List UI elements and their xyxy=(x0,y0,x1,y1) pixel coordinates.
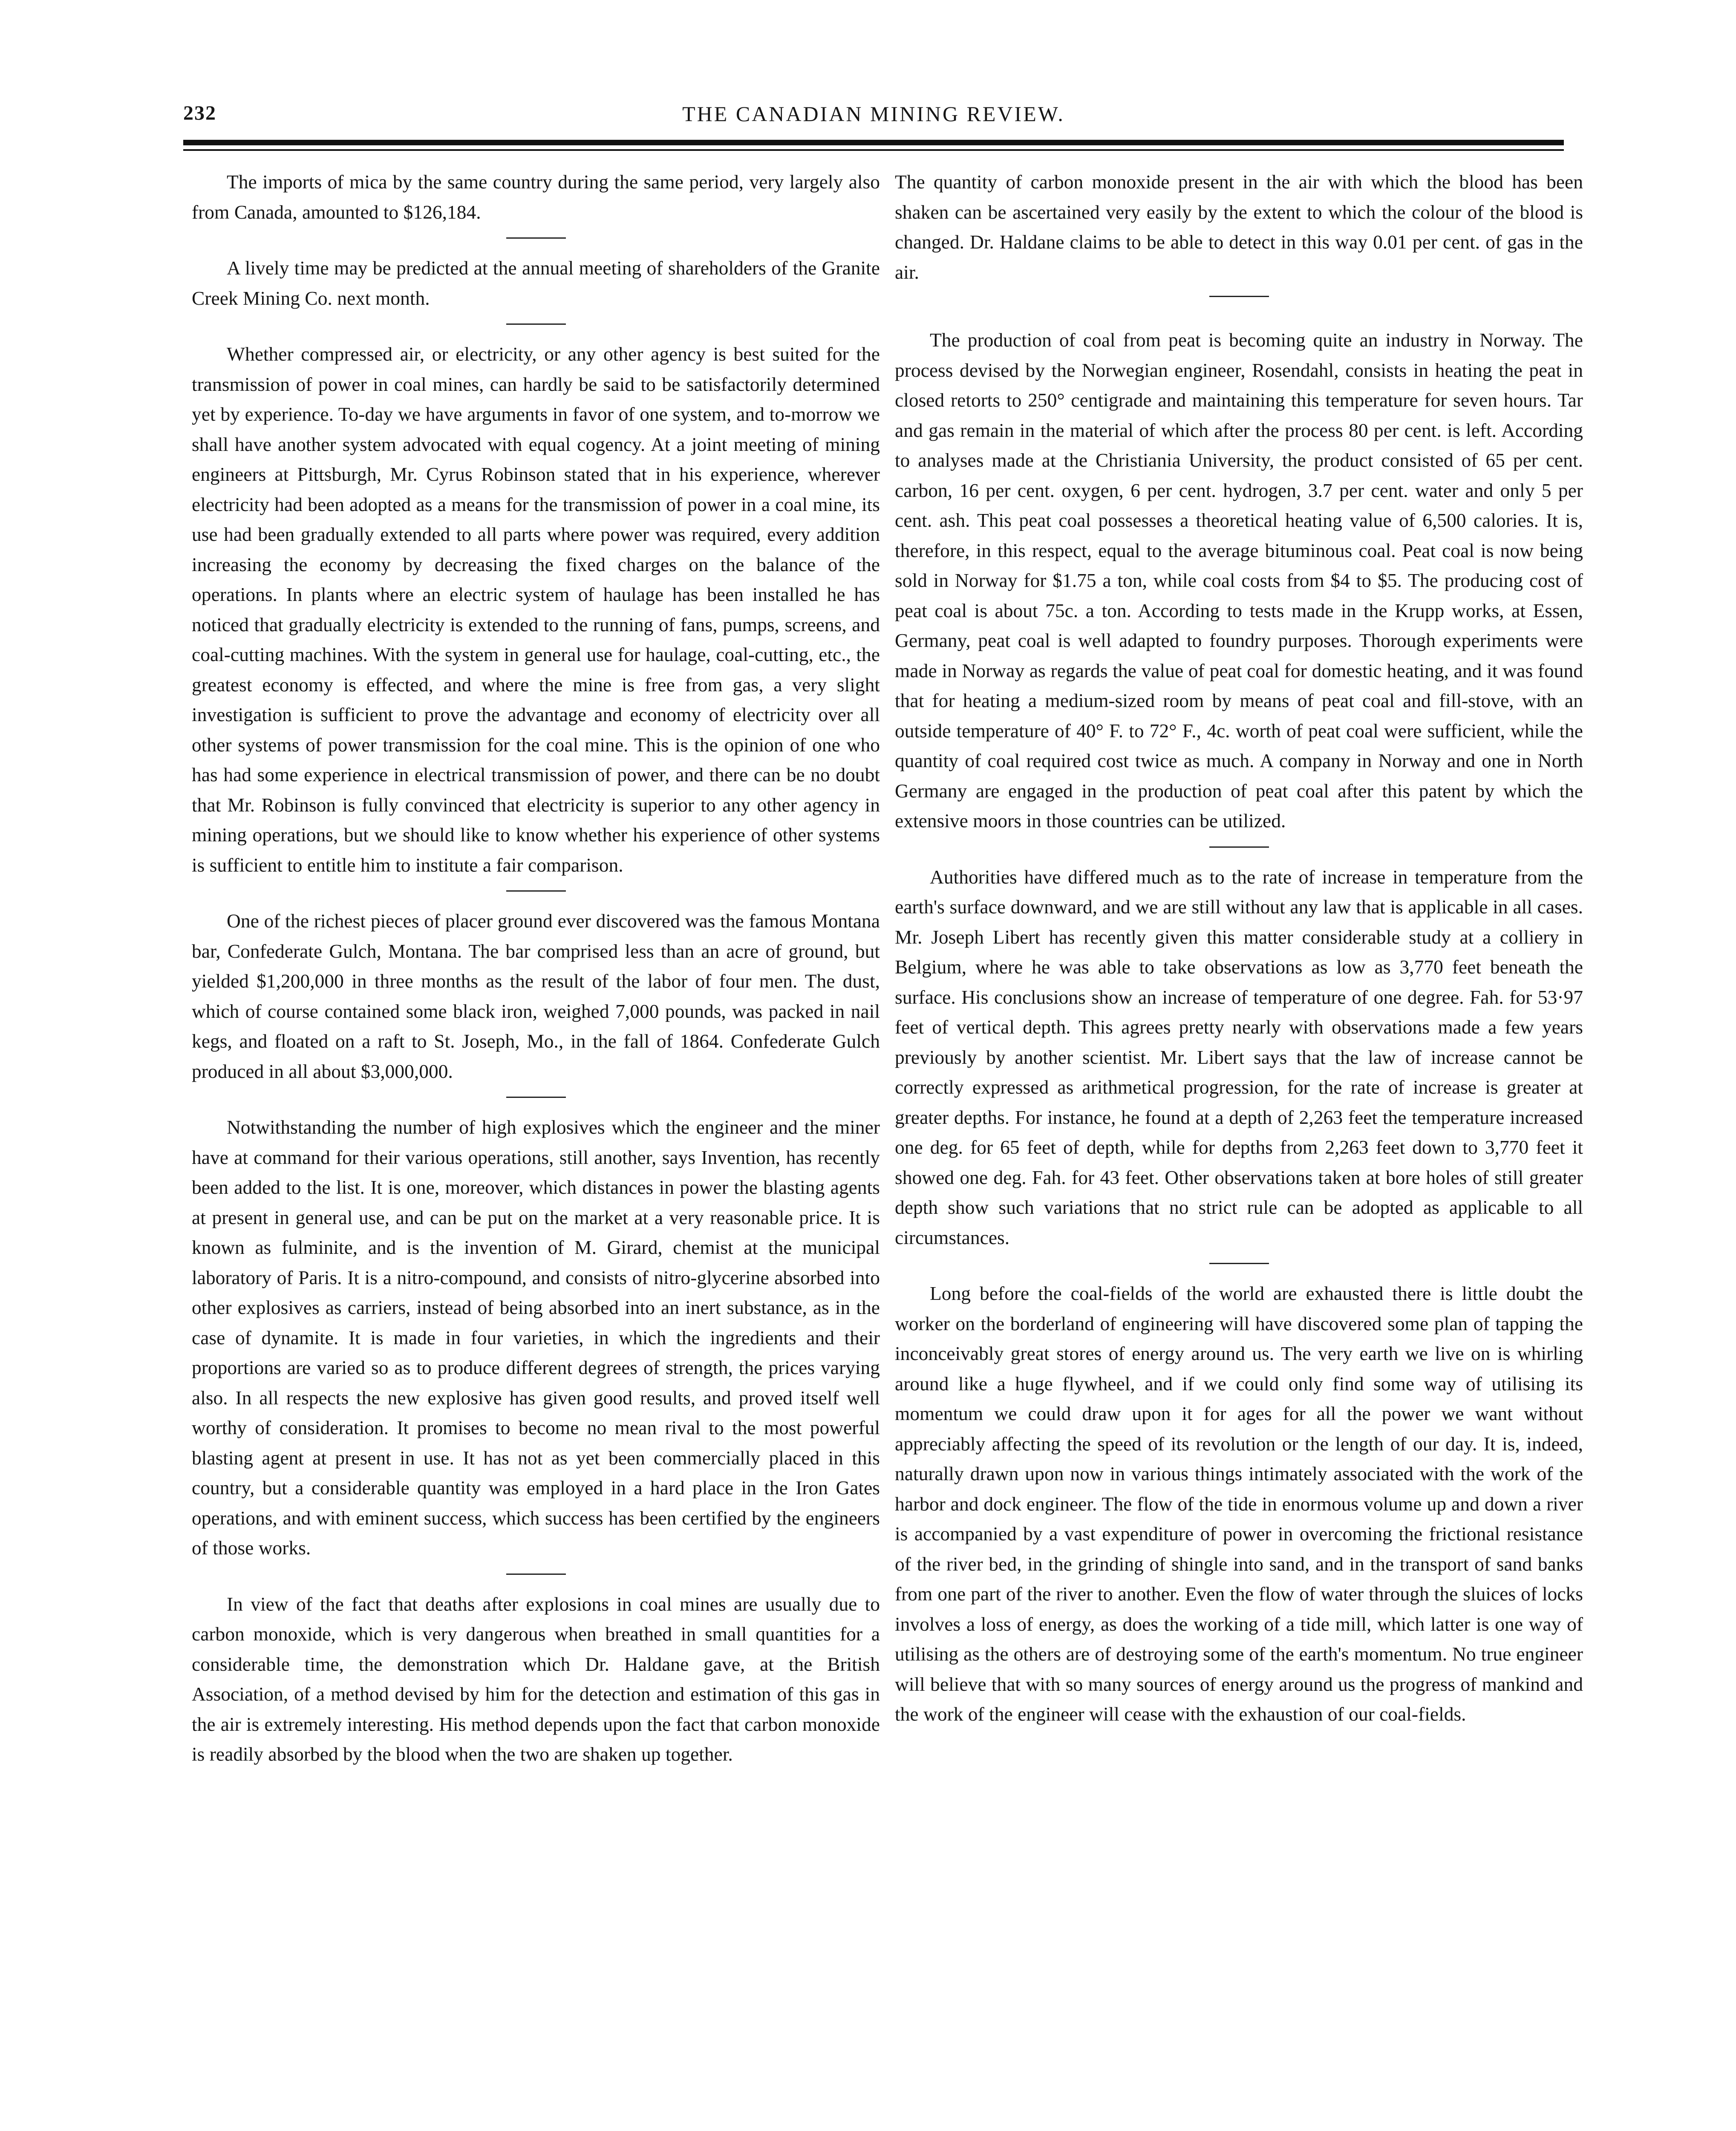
article-separator xyxy=(506,323,566,325)
article-earth-energy: Long before the coal-fields of the world are exhausted there is little doubt the worker on the borderland of engineering will have discovered some plan of tapping the inconceivably great stores of energy around us. The very earth we live on is whirling around like a huge flywheel, and if we could only find some way of utilising its momentum we could draw upon it for ages for all the power we want without appreciably affecting the speed of its revolution or the length of our day. It is, indeed, naturally drawn upon now in various things intimately associated with the work of the harbor and dock engineer. The flow of the tide in enormous volume up and down a river is accompanied by a vast expenditure of power in overcoming the frictional resistance of the river bed, in the grinding of shingle into sand, and in the transport of sand banks from one part of the river to another. Even the flow of water through the sluices of locks involves a loss of energy, as does the working of a tide mill, which latter is one way of utilising as the others are of destroying some of the earth's momentum. No true engineer will believe that with so many sources of energy around us the progress of mankind and the work of the engineer will cease with the exhaustion of our coal-fields. xyxy=(895,1282,1583,1725)
article-montana-bar: One of the richest pieces of placer ground ever discovered was the famous Montana bar, Confederate Gulch, Montana. The bar comprised less than an acre of ground, but yielded $1,200,000 in three months as the result of the labor of four men. The dust, which of course contained some black iron, weighed 7,000 pounds, was packed in nail kegs, and floated on a raft to St. Joseph, Mo., in the fall of 1864. Confederate Gulch produced in all about $3,000,000. xyxy=(192,910,880,1082)
article-separator xyxy=(1209,296,1269,297)
article-separator xyxy=(506,890,566,892)
article-mica-imports: The imports of mica by the same country during the same period, very largely also from Canada, amounted to $126,184. xyxy=(192,171,880,223)
page-number: 232 xyxy=(183,102,216,124)
header-rule-thin xyxy=(183,149,1564,151)
article-fulminite: Notwithstanding the number of high explosives which the engineer and the miner have at command for their various operations, still another, says Invention, has recently been added to the list. It is one, moreover, which distances in power the blasting agents at present in general use, and can be put on the market at a very reasonable price. It is known as fulminite, and is the invention of M. Girard, chemist at the municipal laboratory of Paris. It is a nitro-compound, and consists of nitro-glycerine absorbed into other explosives as carriers, instead of being absorbed into an inert substance, as in the case of dynamite. It is made in four varieties, in which the ingredients and their proportions are varied so as to produce different degrees of strength, the prices varying also. In all respects the new explosive has given good results, and proved itself well worthy of consideration. It promises to become no mean rival to the most powerful blasting agent at present in use. It has not as yet been commercially placed in this country, but a considerable quantity was employed in a hard place in the Iron Gates operations, and with eminent success, which success has been certified by the engineers of those works. xyxy=(192,1116,880,1559)
article-power-transmission: Whether compressed air, or electricity, or any other agency is best suited for the transmission of power in coal mines, can hardly be said to be satisfactorily determined yet by experience. To-day we have arguments in favor of one system, and to-morrow we shall have another system advocated with equal cogency. At a joint meeting of mining engineers at Pittsburgh, Mr. Cyrus Robinson stated that in his experience, wherever electricity had been adopted as a means for the transmission of power in a coal mine, its use had been gradually extended to all parts where power was required, every addition increasing the economy by decreasing the fixed charges on the balance of the operations. In plants where an electric system of haulage has been installed he has noticed that gradually electricity is extended to the running of fans, pumps, screens, and coal-cutting machines. With the system in general use for haulage, coal-cutting, etc., the greatest economy is effected, and where the mine is free from gas, a very slight investigation is sufficient to prove the advantage and economy of electricity over all other systems of power transmission for the coal mine. This is the opinion of one who has had some experience in electrical transmission of power, and there can be no doubt that Mr. Robinson is fully convinced that electricity is superior to any other agency in mining operations, but we should like to know whether his experience of other systems is sufficient to entitle him to institute a fair comparison. xyxy=(192,343,880,876)
article-carbon-monoxide-continued: The quantity of carbon monoxide present in the air with which the blood has been shaken can be ascertained very easily by the extent to which the colour of the blood is changed. Dr. Haldane claims to be able to detect in this way 0.01 per cent. of gas in the air. xyxy=(895,171,1583,283)
article-carbon-monoxide: In view of the fact that deaths after explosions in coal mines are usually due to carbon monoxide, which is very dangerous when breathed in small quantities for a considerable time, the demonstration which Dr. Haldane gave, at the British Association, of a method devised by him for the detection and estimation of this gas in the air is extremely interesting. His method depends upon the fact that carbon monoxide is readily absorbed by the blood when the two are shaken up together. xyxy=(192,1593,880,1765)
right-column xyxy=(895,167,1583,2076)
left-column xyxy=(192,167,880,2076)
article-separator xyxy=(506,1097,566,1098)
header-rule-thick xyxy=(183,140,1564,145)
journal-title: THE CANADIAN MINING REVIEW. xyxy=(682,102,1065,126)
article-peat-coal: The production of coal from peat is becoming quite an industry in Norway. The process devised by the Norwegian engineer, Rosendahl, consists in heating the peat in closed retorts to 250° centigrade and maintaining this temperature for seven hours. Tar and gas remain in the material of which after the process 80 per cent. is left. According to analyses made at the Christiania University, the product consisted of 65 per cent. carbon, 16 per cent. oxygen, 6 per cent. hydrogen, 3.7 per cent. water and only 5 per cent. ash. This peat coal possesses a theoretical heating value of 6,500 calories. It is, therefore, in this respect, equal to the average bituminous coal. Peat coal is now being sold in Norway for $1.75 a ton, while coal costs from $4 to $5. The producing cost of peat coal is about 75c. a ton. According to tests made in the Krupp works, at Essen, Germany, peat coal is well adapted to foundry purposes. Thorough experiments were made in Norway as regards the value of peat coal for domestic heating, and it was found that for heating a medium-sized room by means of peat coal and fill-stove, with an outside temperature of 40° F. to 72° F., 4c. worth of peat coal were sufficient, while the quantity of coal required cost twice as much. A company in Norway and one in North Germany are engaged in the production of peat coal after this patent by which the extensive moors in those countries can be utilized. xyxy=(895,329,1583,832)
article-separator xyxy=(1209,846,1269,848)
article-separator xyxy=(1209,1263,1269,1264)
article-granite-creek: A lively time may be predicted at the annual meeting of shareholders of the Granite Creek Mining Co. next month. xyxy=(192,257,880,309)
article-earth-temperature: Authorities have differed much as to the rate of increase in temperature from the earth's surface downward, and we are still without any law that is applicable in all cases. Mr. Joseph Libert has recently given this matter considerable study at a colliery in Belgium, where he was able to take observations as low as 3,770 feet beneath the surface. His conclusions show an increase of temperature of one degree. Fah. for 53·97 feet of vertical depth. This agrees pretty nearly with observations made a few years previously by another scientist. Mr. Libert says that the law of increase cannot be correctly expressed as arithmetical progression, for the rate of increase is greater at greater depths. For instance, he found at a depth of 2,263 feet the temperature increased one deg. for 65 feet of depth, while for depths from 2,263 feet down to 3,770 feet it showed one deg. Fah. for 43 feet. Other observations taken at bore holes of still greater depth show such variations that no strict rule can be adopted as applicable to all circumstances. xyxy=(895,866,1583,1248)
page-header xyxy=(183,101,1564,131)
article-separator xyxy=(506,237,566,239)
article-separator xyxy=(506,1574,566,1575)
